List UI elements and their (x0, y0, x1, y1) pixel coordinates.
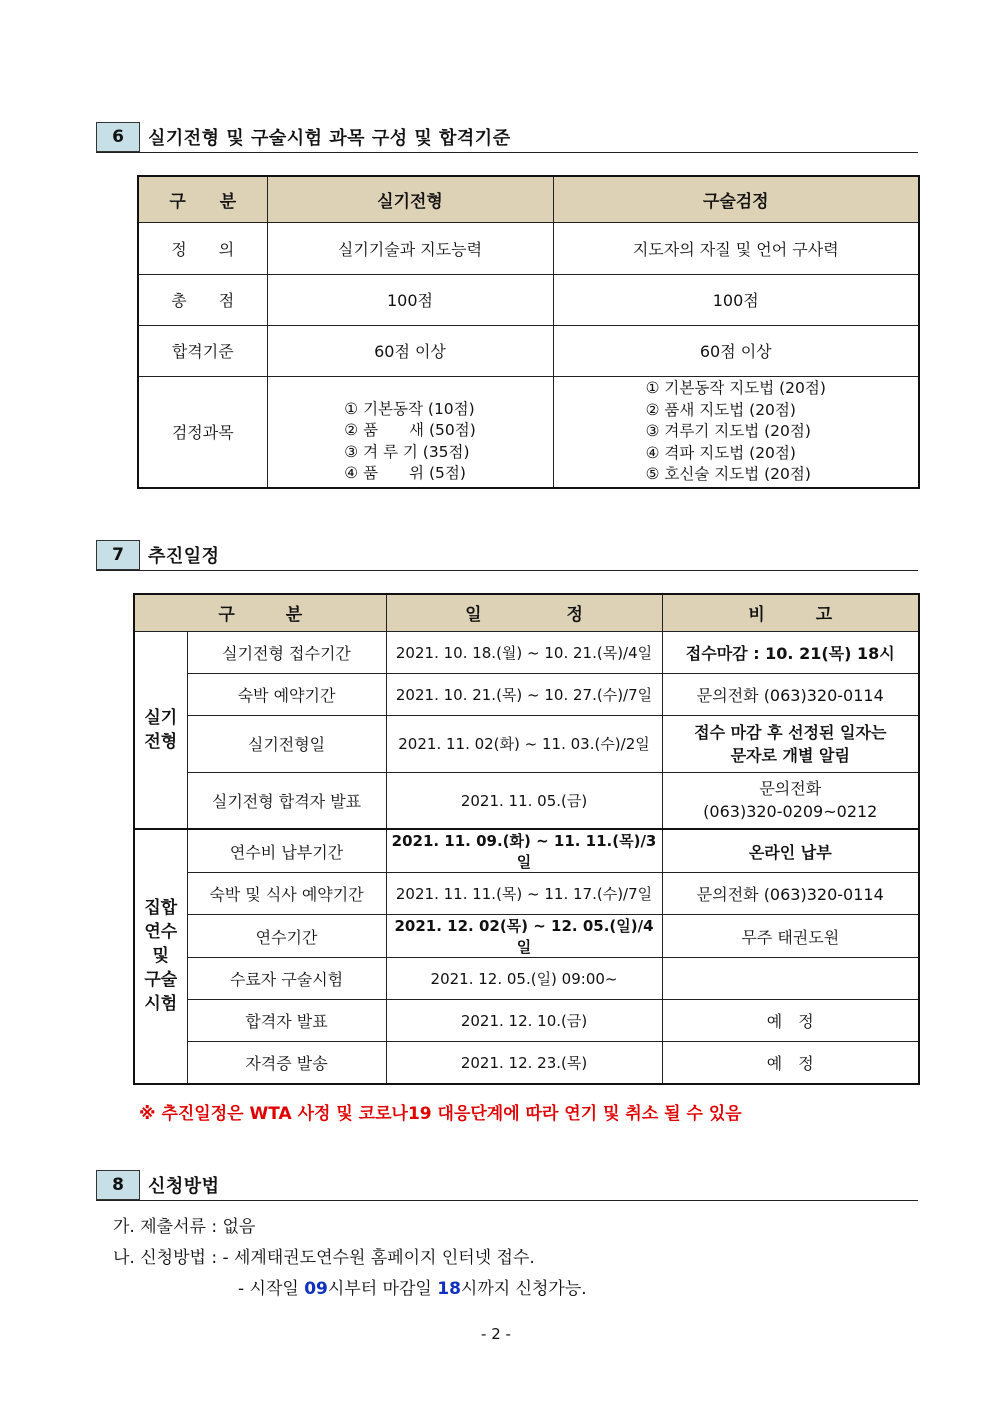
table-row (138, 376, 919, 488)
start-hour: 09 (304, 1279, 328, 1299)
schedule-cell: 2021. 10. 21.(목) ~ 10. 27.(수)/7일 (386, 673, 662, 715)
header-schedule: 일 정 (386, 594, 662, 631)
table-row (134, 715, 919, 772)
note-cell: 예 정 (662, 1000, 919, 1042)
section-7-header (96, 540, 918, 571)
table-row (134, 673, 919, 715)
note-cell: 무주 태권도원 (662, 915, 919, 958)
item-cell: 자격증 발송 (187, 1042, 386, 1084)
table-row (134, 873, 919, 915)
section-number: 8 (96, 1170, 140, 1200)
schedule-cell: 2021. 12. 02(목) ~ 12. 05.(일)/4일 (386, 915, 662, 958)
list-item: ④ 품 위 (5점) (344, 464, 466, 483)
practical-cell: 100점 (267, 274, 553, 325)
item-cell: 연수비 납부기간 (187, 829, 386, 873)
schedule-cell: 2021. 12. 10.(금) (386, 1000, 662, 1042)
schedule-cell: 2021. 12. 05.(일) 09:00~ (386, 958, 662, 1000)
item-cell: 실기전형 접수기간 (187, 631, 386, 673)
list-item: ① 기본동작 지도법 (20점) (645, 379, 826, 397)
table-row (138, 274, 919, 325)
item-cell: 숙박 예약기간 (187, 673, 386, 715)
table-row (134, 958, 919, 1000)
oral-cell: 100점 (553, 274, 919, 325)
required-documents-line: 가. 제출서류 : 없음 (113, 1217, 256, 1237)
exam-structure-table (137, 175, 920, 489)
note-cell: 접수마감 : 10. 21(목) 18시 (662, 631, 919, 673)
table-row (134, 1000, 919, 1042)
header-category: 구 분 (138, 176, 267, 222)
practical-cell: 실기기술과 지도능력 (267, 222, 553, 274)
header-oral: 구술검정 (553, 176, 919, 222)
table-row (134, 829, 919, 873)
item-cell: 숙박 및 식사 예약기간 (187, 873, 386, 915)
note-cell: 예 정 (662, 1042, 919, 1084)
section-6-header (96, 122, 918, 153)
oral-cell: 지도자의 자질 및 언어 구사력 (553, 222, 919, 274)
section-title: 추진일정 (148, 546, 220, 567)
list-item: ② 품 새 (50점) (344, 421, 476, 440)
note-cell (662, 958, 919, 1000)
section-title: 실기전형 및 구술시험 과목 구성 및 합격기준 (148, 128, 511, 149)
note-cell: 접수 마감 후 선정된 일자는 문자로 개별 알림 (662, 715, 919, 772)
table-row (134, 772, 919, 829)
note-cell: 문의전화 (063)320-0209~0212 (662, 772, 919, 829)
list-item: ④ 격파 지도법 (20점) (645, 443, 796, 462)
schedule-cell: 2021. 11. 02(화) ~ 11. 03.(수)/2일 (386, 715, 662, 772)
section-number: 7 (96, 540, 140, 570)
item-cell: 수료자 구술시험 (187, 958, 386, 1000)
practical-cell: 60점 이상 (267, 325, 553, 376)
list-item: ⑤ 호신술 지도법 (20점) (645, 465, 811, 483)
note-cell: 문의전화 (063)320-0114 (662, 873, 919, 915)
section-title: 신청방법 (148, 1176, 220, 1197)
row-label: 검정과목 (138, 376, 267, 488)
end-hour: 18 (437, 1279, 461, 1299)
oral-subjects-cell (553, 376, 919, 488)
list-item: ① 기본동작 (10점) (344, 399, 475, 418)
item-cell: 실기전형일 (187, 715, 386, 772)
schedule-cell: 2021. 11. 09.(화) ~ 11. 11.(목)/3일 (386, 829, 662, 873)
row-label: 총 점 (138, 274, 267, 325)
page-number: - 2 - (481, 1325, 511, 1343)
schedule-cell: 2021. 12. 23.(목) (386, 1042, 662, 1084)
item-cell: 합격자 발표 (187, 1000, 386, 1042)
practical-subjects-cell (267, 376, 553, 488)
oral-cell: 60점 이상 (553, 325, 919, 376)
list-item: ③ 겨 루 기 (35점) (344, 442, 470, 461)
table-row (138, 222, 919, 274)
row-label: 합격기준 (138, 325, 267, 376)
header-category: 구 분 (134, 594, 386, 631)
section-number: 6 (96, 122, 140, 152)
section-8-header (96, 1170, 918, 1201)
schedule-cell: 2021. 11. 05.(금) (386, 772, 662, 829)
header-practical: 실기전형 (267, 176, 553, 222)
group-label-practical: 실기 전형 (134, 631, 187, 829)
row-label: 정 의 (138, 222, 267, 274)
application-hours-line: - 시작일 09시부터 마감일 18시까지 신청가능. (238, 1279, 587, 1299)
table-row (134, 915, 919, 958)
list-item: ② 품새 지도법 (20점) (645, 400, 796, 419)
table-row (134, 1042, 919, 1084)
schedule-table (133, 593, 920, 1085)
list-item: ③ 겨루기 지도법 (20점) (645, 422, 811, 440)
item-cell: 연수기간 (187, 915, 386, 958)
table-row (138, 325, 919, 376)
schedule-cell: 2021. 11. 11.(목) ~ 11. 17.(수)/7일 (386, 873, 662, 915)
item-cell: 실기전형 합격자 발표 (187, 772, 386, 829)
schedule-footnote: ※ 추진일정은 WTA 사정 및 코로나19 대응단계에 따라 연기 및 취소 될 수 있음 (139, 1104, 742, 1124)
header-note: 비 고 (662, 594, 919, 631)
table-row (134, 631, 919, 673)
schedule-cell: 2021. 10. 18.(월) ~ 10. 21.(목)/4일 (386, 631, 662, 673)
note-cell: 온라인 납부 (662, 829, 919, 873)
group-label-training: 집합 연수 및 구술 시험 (134, 829, 187, 1084)
application-method-line: 나. 신청방법 : - 세계태권도연수원 홈페이지 인터넷 접수. (113, 1248, 535, 1268)
note-cell: 문의전화 (063)320-0114 (662, 673, 919, 715)
